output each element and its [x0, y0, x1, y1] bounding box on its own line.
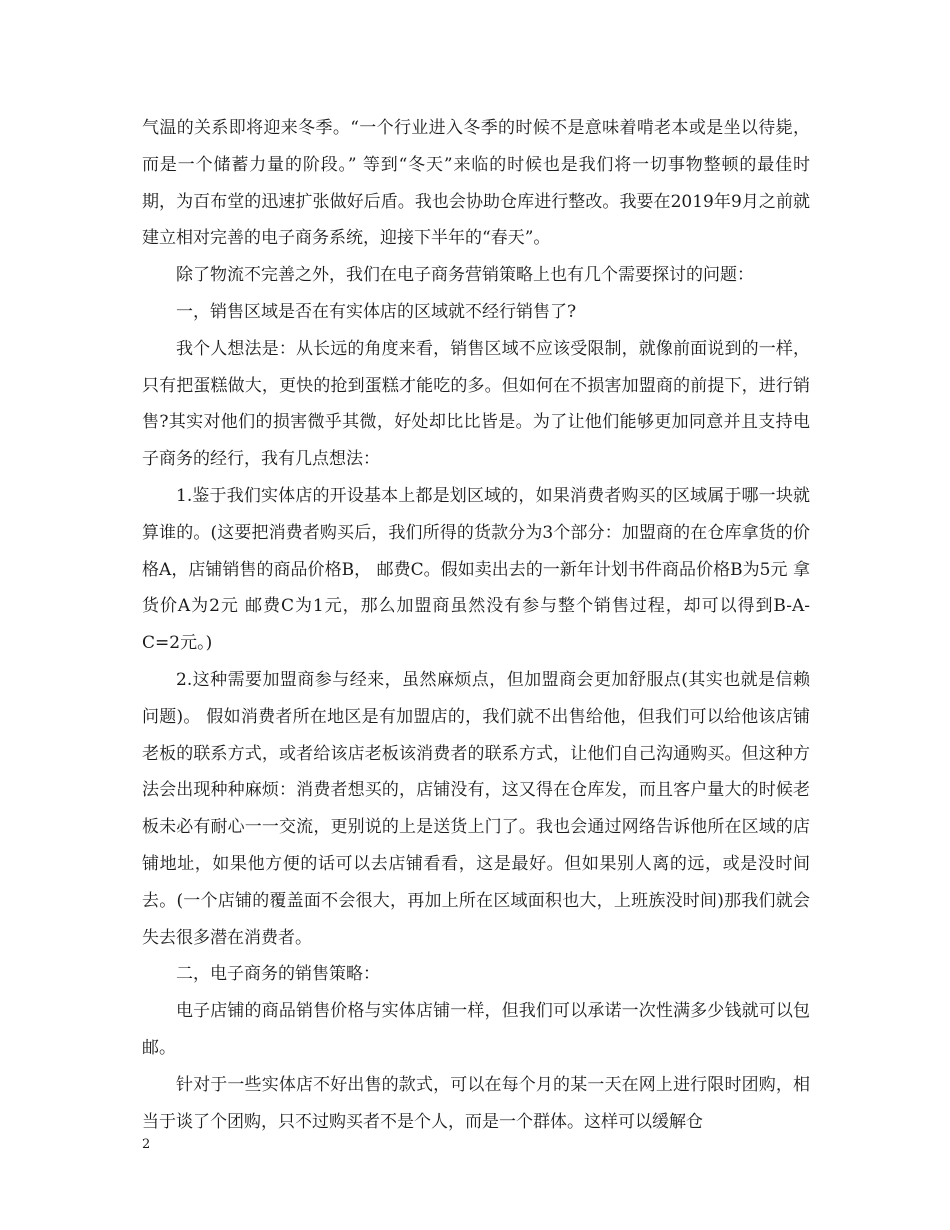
paragraph-8: 电子店铺的商品销售价格与实体店铺一样，但我们可以承诺一次性满多少钱就可以包邮。: [142, 1001, 810, 1058]
paragraph-4: 我个人想法是：从长远的角度来看，销售区域不应该受限制，就像前面说到的一样，只有把蛋糕做大，更快的抢到蛋糕才能吃的多。但如何在不损害加盟商的前提下，进行销售?其实对他们的损害微乎其微，好处却比比皆是。为了让他们能够更加同意并且支持电子商务的经行，我有几点想法：: [142, 338, 810, 470]
paragraph-1: 气温的关系即将迎来冬季。“一个行业进入冬季的时候不是意味着啃老本或是坐以待毙，而是一个储蓄力量的阶段。” 等到“冬天”来临的时候也是我们将一切事物整顿的最佳时期，为百布堂的迅速扩张做好后盾。我也会协助仓库进行整改。我要在2019年9月之前就建立相对完善的电子商务系统，迎接下半年的“春天”。: [142, 118, 810, 249]
paragraph-3: 一，销售区域是否在有实体店的区域就不经行销售了?: [176, 301, 577, 322]
paragraph-9: 针对于一些实体店不好出售的款式，可以在每个月的某一天在网上进行限时团购，相当于谈了个团购，只不过购买者不是个人，而是一个群体。这样可以缓解仓: [142, 1074, 810, 1132]
page-number: 2: [142, 1137, 151, 1152]
paragraph-7: 二，电子商务的销售策略：: [176, 964, 380, 985]
document-body: [142, 110, 810, 1140]
paragraph-5: 1.鉴于我们实体店的开设基本上都是划区域的，如果消费者购买的区域属于哪一块就算谁的。(这要把消费者购买后，我们所得的货款分为3个部分：加盟商的在仓库拿货的价格A，店铺销售的商品价格B， 邮费C。假如卖出去的一新年计划书件商品价格B为5元 拿货价A为2元 邮费C为1元，那么加盟商虽然没有参与整个销售过程，却可以得到B-A-C=2元。): [142, 485, 810, 654]
paragraph-2: 除了物流不完善之外，我们在电子商务营销策略上也有几个需要探讨的问题：: [176, 265, 754, 286]
paragraph-6: 2.这种需要加盟商参与经来，虽然麻烦点，但加盟商会更加舒服点(其实也就是信赖问题)。 假如消费者所在地区是有加盟店的，我们就不出售给他，但我们可以给他该店铺老板的联系方式，或者给该店老板该消费者的联系方式，让他们自己沟通购买。但这种方法会出现种种麻烦：消费者想买的，店铺没有，这又得在仓库发，而且客户量大的时候老板未必有耐心一一交流，更别说的上是送货上门了。我也会通过网络告诉他所在区域的店铺地址，如果他方便的话可以去店铺看看，这是最好。但如果别人离的远，或是没时间去。(一个店铺的覆盖面不会很大，再加上所在区域面积也大，上班族没时间)那我们就会失去很多潜在消费者。: [142, 669, 810, 948]
